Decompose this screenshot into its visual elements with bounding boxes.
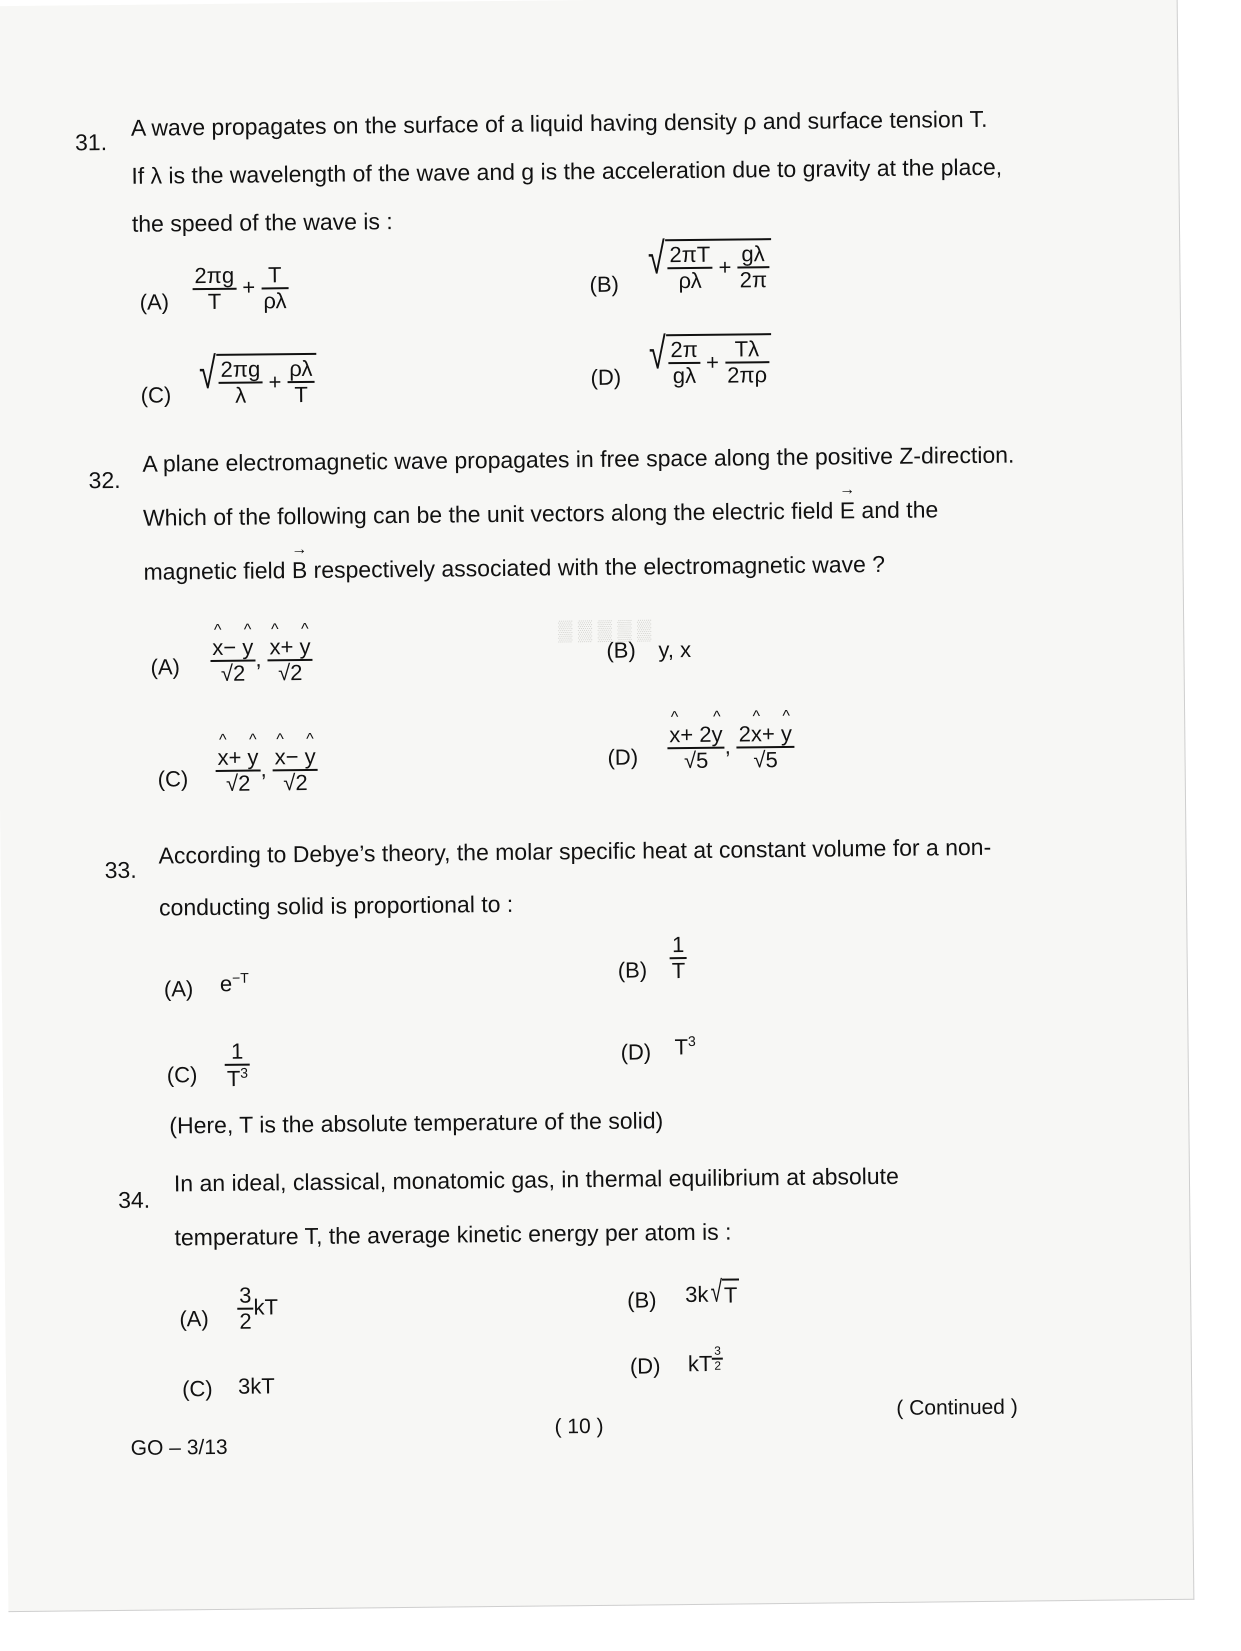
q33-option-c-expr: $\frac{1}{T^3}$ [224,1040,250,1092]
q34-option-c-label: (C) [181,1376,213,1402]
q31-line2: If λ is the wavelength of the wave and g is the acceleration due to gravity at the place, [131,153,1003,189]
q32-line3 [143,551,885,586]
q31-line3: the speed of the wave is : [131,208,393,237]
q31-option-c-label: (C) [140,382,172,408]
q31-option-d-label: (D) [590,364,622,391]
q32-line2-text: Which of the following can be the unit vectors along the electric field [142,497,834,531]
q31-line1: A wave propagates on the surface of a liquid having density ρ and surface tension T. [130,105,988,141]
q33-line1: According to Debye’s theory, the molar specific heat at constant volume for a non- [158,833,992,869]
q31-option-a-label: (A) [139,289,170,315]
q32-option-b-label: (B) [606,637,636,663]
q33-option-d-label: (D) [620,1039,652,1065]
q34-option-c-expr: 3kT [237,1373,275,1399]
footer-code: GO – 3/13 [130,1435,228,1460]
magnetic-field-vector: → B [292,557,308,584]
q32-line1: A plane electromagnetic wave propagates in free space along the positive Z-direction. [142,441,1015,477]
q34-line1: In an ideal, classical, monatomic gas, in thermal equilibrium at absolute [173,1162,899,1197]
q34-number: 34. [117,1186,151,1213]
q34-line2: temperature T, the average kinetic energy per atom is : [174,1218,732,1251]
q32-line2-end: and the [861,496,939,524]
q31-option-b-expr: √ $\frac{2\pi T}{\rho\lambda}$ + $\frac{g\lambda}{2\pi}$ [644,238,771,294]
q33-option-a-expr: $e^{-T}$ [219,969,249,997]
q32-option-d-expr: ^ $\frac{x+ 2\^{} y}{√5}$ , $\frac{2\^{} x+ \^{} y}{√5}$ [667,722,794,774]
q32-line3-text: magnetic field [143,557,286,585]
q32-option-a-label: (A) [150,654,181,680]
q33-line2: conducting solid is proportional to : [158,890,514,921]
q32-option-c-label: (C) [157,766,189,792]
q32-line3-end: respectively associated with the electromagnetic wave ? [313,550,886,583]
q32-option-c-expr: ^ $\frac{x+ \^{} y}{√2}$ , ^ $\frac{x- \^{} y}{√2}$ [215,745,318,796]
q34-option-a-label: (A) [179,1306,209,1332]
bleed-through: ▒ ▒ ▒ ▒ ▒ [558,619,652,643]
q34-option-b-expr: 3k √ T [685,1278,739,1309]
page-number: ( 10 ) [554,1414,604,1439]
q33-option-b-label: (B) [617,957,648,983]
q33-option-a-label: (A) [163,976,194,1002]
q31-option-d-expr: √ $\frac{2\pi}{g\lambda}$ + $\frac{T\lambda}{2\pi\rho}$ [645,333,771,389]
q32-number: 32. [88,466,121,494]
q31-option-c-expr: √ $\frac{2\pi g}{\lambda}$ + $\frac{\rho\lambda}{T}$ [195,353,317,409]
q33-note: (Here, T is the absolute temperature of the solid) [169,1107,664,1139]
q33-number: 33. [104,856,137,884]
q33-option-c-label: (C) [166,1062,198,1088]
q31-number: 31. [74,129,108,156]
continued-label: ( Continued ) [896,1395,1018,1420]
electric-field-vector: → E [840,497,856,524]
q34-option-a-expr: $\frac{3}{2}$ kT [239,1282,279,1334]
q34-option-b-label: (B) [627,1287,657,1313]
q32-option-b-expr: y, x [658,636,692,663]
q34-option-d-label: (D) [629,1353,661,1379]
q33-option-b-expr: $\frac{1}{T}$ [669,933,687,984]
q32-option-a-expr: ^ $\frac{x- \^{} y}{√2}$ , ^ $\frac{x+ \^{} y}{√2}$ [210,635,313,686]
q32-line2 [143,496,939,531]
q34-option-d-expr: kT $^{\frac{3}{2}}$ [687,1343,722,1377]
q32-option-d-label: (D) [607,744,639,770]
q31-option-b-label: (B) [589,271,620,298]
q31-option-a-expr: $\frac{2\pi g}{T}$ + $\frac{T}{\rho\lambda}$ [194,262,287,315]
q33-option-d-expr: $T^3$ [674,1032,696,1060]
